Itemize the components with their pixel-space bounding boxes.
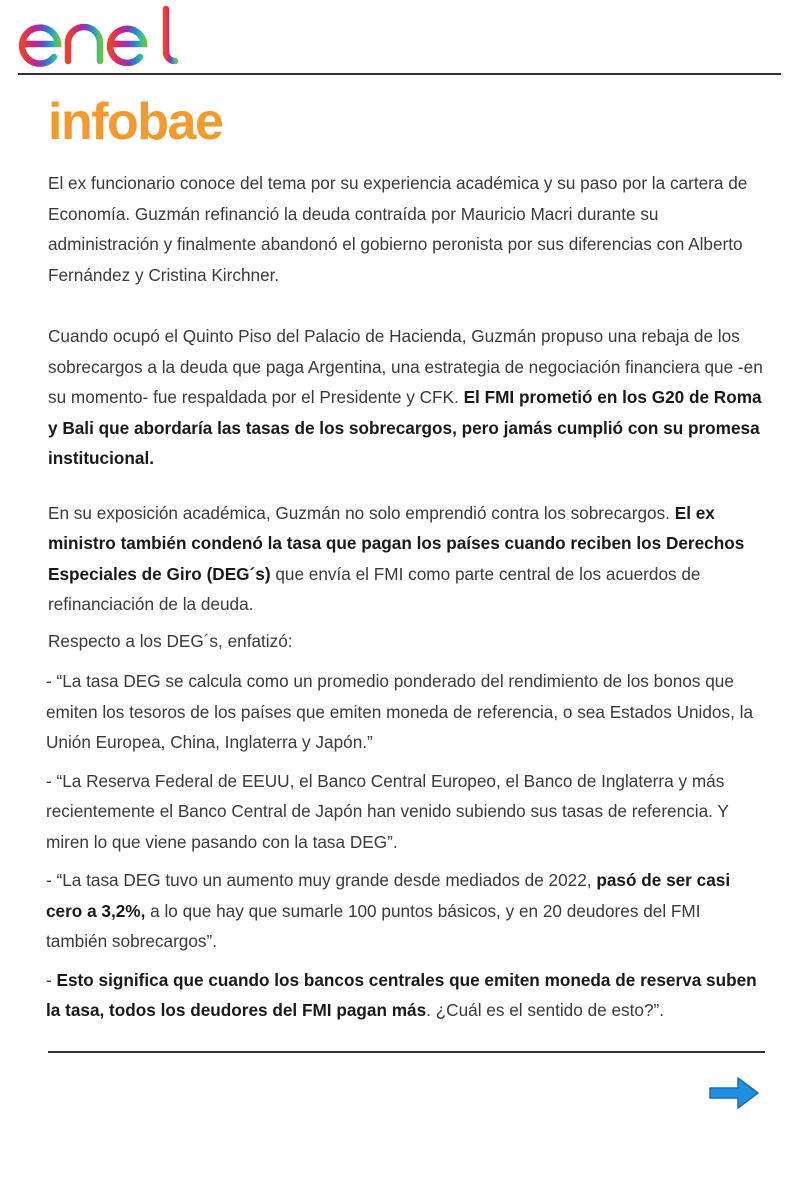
paragraph-2-text: Cuando ocupó el Quinto Piso del Palacio de Hacienda, Guzmán propuso una rebaja de los sobrecargos a la deuda que paga Argentina, una estrategia de negociación financiera que -en su momento- fue respaldada por el Presidente y CFK. (48, 326, 763, 407)
paragraph-4: Respecto a los DEG´s, enfatizó: (48, 630, 293, 651)
quote-4-highlight: Esto significa que cuando los bancos centrales que emiten moneda de reserva suben la tasa, todos los deudores del FMI pagan más (46, 969, 757, 1020)
paragraph-1: El ex funcionario conoce del tema por su experiencia académica y su paso por la cartera de Economía. Guzmán refinanció la deuda contraída por Mauricio Macri durante su administración y finalmente abandonó el gobierno peronista por sus diferencias con Alberto Fernández y Cristina Kirchner. (48, 173, 748, 285)
quote-4-prefix: - (46, 969, 52, 990)
footer-divider (48, 1051, 765, 1053)
header (0, 0, 800, 76)
quote-3-text-b: a lo que hay que sumarle 100 puntos básicos, y en 20 deudores del FMI también sobrecargos”. (46, 900, 701, 951)
enel-logo (18, 4, 183, 68)
quote-1: - “La tasa DEG se calcula como un promedio ponderado del rendimiento de los bonos que emiten los tesoros de los países que emiten moneda de referencia, o sea Estados Unidos, la Unión Europea, China, Inglaterra y Japón.” (46, 671, 754, 752)
quote-3 (46, 865, 764, 957)
quote-3-highlight: pasó de ser casi cero a 3,2%, (46, 870, 731, 921)
paragraph-3-text-a: En su exposición académica, Guzmán no solo emprendió contra los sobrecargos. (48, 502, 670, 523)
quote-4-text: . ¿Cuál es el sentido de esto?”. (426, 1000, 665, 1020)
paragraph-3-highlight: El ex ministro también condenó la tasa que pagan los países cuando reciben los Derechos Especiales de Giro (DEG´s) (48, 502, 745, 584)
quote-2: - “La Reserva Federal de EEUU, el Banco Central Europeo, el Banco de Inglaterra y más recientemente el Banco Central de Japón han venido subiendo sus tasas de referencia. Y miren lo que viene pasando con la tasa DEG”. (46, 770, 729, 852)
paragraph-3 (48, 498, 764, 620)
paragraph-3-text-b: que envía el FMI como parte central de los acuerdos de refinanciación de la deuda. (48, 563, 701, 614)
paragraph-2 (48, 321, 764, 474)
header-divider (18, 73, 781, 75)
source-logo: infobae (48, 93, 223, 151)
quote-4 (46, 965, 764, 1026)
right-arrow-icon[interactable] (706, 1073, 762, 1113)
quote-3-text-a: - “La tasa DEG tuvo un aumento muy grande desde mediados de 2022, (46, 870, 592, 890)
paragraph-2-highlight: El FMI prometió en los G20 de Roma y Bali que abordaría las tasas de los sobrecargos, pero jamás cumplió con su promesa institucional. (48, 387, 762, 468)
article-body (48, 168, 764, 1026)
